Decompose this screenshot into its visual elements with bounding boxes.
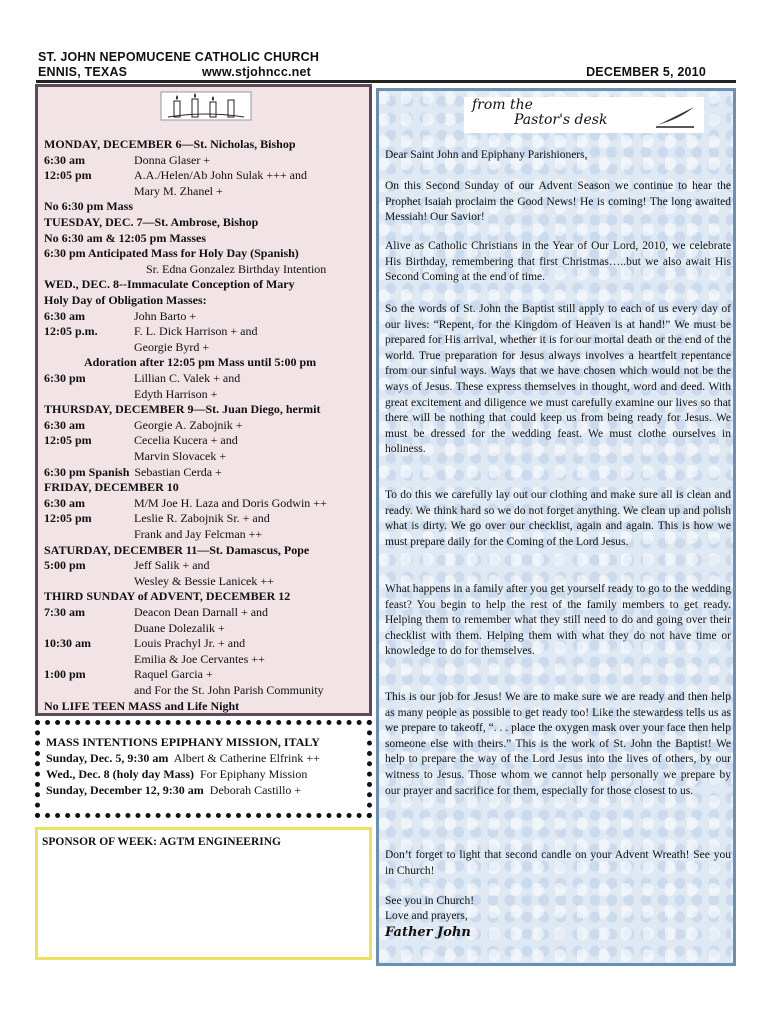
- schedule-line: [44, 683, 324, 698]
- schedule-intention: John Barto +: [134, 308, 197, 323]
- header-rule: [36, 80, 736, 83]
- schedule-intention: Donna Glaser +: [134, 152, 211, 167]
- mission-title: MASS INTENTIONS EPIPHANY MISSION, ITALY: [46, 735, 320, 749]
- schedule-heading: Adoration after 12:05 pm Mass until 5:00 pm: [84, 355, 317, 370]
- schedule-intention: Deacon Dean Darnall + and: [134, 605, 269, 619]
- schedule-line: [84, 355, 316, 370]
- schedule-line: [44, 153, 210, 168]
- schedule-line: [44, 480, 179, 495]
- schedule-line: [44, 309, 196, 324]
- schedule-line: [44, 340, 209, 355]
- schedule-time: 6:30 am: [44, 495, 85, 510]
- schedule-intention: Sr. Edna Gonzalez Birthday Intention: [146, 261, 327, 276]
- letter-closing: See you in Church!: [385, 895, 475, 907]
- schedule-intention: and For the St. John Parish Community: [134, 683, 324, 697]
- sponsor-box: [35, 827, 372, 960]
- schedule-intention: Mary M. Zhanel +: [134, 183, 223, 198]
- epiphany-mission-box: [35, 720, 372, 818]
- schedule-intention: Sebastian Cerda +: [134, 464, 222, 479]
- schedule-intention: Georgie A. Zabojnik +: [134, 417, 243, 432]
- schedule-time: 6:30 pm Spanish: [44, 464, 130, 479]
- mission-when: Sunday, December 12, 9:30 am: [46, 783, 204, 797]
- pastor-signature: Father John: [385, 925, 471, 940]
- letter-closing: Love and prayers,: [385, 910, 468, 922]
- schedule-line: [44, 605, 268, 620]
- letter-paragraph: To do this we carefully lay out our clothing and make sure all is clean and ready. We think hard so we do not forget anything. We clean up and polish what is dirty. We go over our checklist, again and again. This is how we must prepare daily for the Coming of the Lord Jesus.: [385, 489, 731, 548]
- schedule-intention: Leslie R. Zabojnik Sr. + and: [134, 511, 270, 526]
- church-name: ST. JOHN NEPOMUCENE CATHOLIC CHURCH: [38, 50, 320, 64]
- letter-paragraph: So the words of St. John the Baptist still apply to each of us every day of our lives: “Repent, for the Kingdom of Heaven is at hand!” We must be prepared for His arrival, whether it is for our mortal death or the end of the world. True preparation for Jesus always involves a heartfelt repentance from our sinful ways. Ways that we have chosen which would not be the ways of Jesus. These express themselves in thought, word and deed. With great excitement and diligence we must carefully examine our lives so that there will be nothing that could keep us from being ready for Jesus. We must be dressed for the wedding feast. We must clothe ourselves in holiness.: [385, 303, 731, 456]
- schedule-intention: Cecelia Kucera + and: [134, 433, 238, 448]
- mission-who: Deborah Castillo +: [209, 783, 302, 797]
- schedule-line: [44, 574, 274, 589]
- schedule-time: 10:30 am: [44, 636, 91, 651]
- schedule-line: [44, 527, 262, 542]
- schedule-time: 5:00 pm: [44, 558, 86, 573]
- schedule-intention: Marvin Slovacek +: [134, 449, 227, 463]
- church-website[interactable]: www.stjohncc.net: [202, 65, 311, 79]
- schedule-heading: No 6:30 pm Mass: [44, 199, 133, 214]
- schedule-line: [44, 652, 265, 667]
- schedule-line: [44, 433, 238, 448]
- schedule-heading: 6:30 pm Anticipated Mass for Holy Day (Spanish): [44, 246, 299, 261]
- pastor-banner: [464, 97, 704, 133]
- schedule-heading: WED., DEC. 8--Immaculate Conception of Mary: [44, 277, 295, 292]
- mission-when: Wed., Dec. 8 (holy day Mass): [46, 767, 194, 781]
- schedule-heading: No 6:30 am & 12:05 pm Masses: [44, 230, 206, 245]
- schedule-intention: Edyth Harrison +: [134, 386, 218, 401]
- schedule-line: [44, 418, 243, 433]
- schedule-intention: Duane Dolezalik +: [134, 620, 225, 635]
- schedule-intention: F. L. Dick Harrison + and: [134, 324, 258, 339]
- schedule-line: [44, 449, 226, 464]
- schedule-line: [44, 621, 225, 636]
- letter-paragraph: This is our job for Jesus! We are to make sure we are ready and then help as many people as possible to get ready too! Like the stewardess tells us as we prepare to takeoff, “. . . place the oxygen mask over your face then help someone else with theirs.” This is the work of St. John the Baptist! We help to prepare the way of the Lord Jesus into the lives of others, by our witness to Jesus. Those whom we cannot help personally we prepare by our prayer and sacrifice for them, especially for those closest to us.: [385, 691, 731, 797]
- schedule-line: [44, 667, 213, 682]
- mission-line: [46, 767, 307, 782]
- schedule-heading: Holy Day of Obligation Masses:: [44, 293, 207, 307]
- schedule-intention: A.A./Helen/Ab John Sulak +++ and: [134, 168, 307, 183]
- letter-paragraph: Don’t forget to light that second candle on your Advent Wreath! See you in Church!: [385, 849, 731, 877]
- schedule-line: [44, 324, 257, 339]
- schedule-intention: Raquel Garcia +: [134, 667, 213, 682]
- letter-paragraph: What happens in a family after you get yourself ready to go to the wedding feast? You begin to help the rest of the family members to get ready. Helping them to remember what they still need to do and going over their checklist with them. Helping them with what they do not have time or knowledge to do for themselves.: [385, 583, 731, 658]
- schedule-time: 6:30 am: [44, 152, 85, 167]
- schedule-time: 12:05 pm: [44, 511, 92, 526]
- schedule-line: [44, 496, 327, 511]
- mission-line: [46, 751, 320, 766]
- letter-greeting: Dear Saint John and Epiphany Parishioners,: [385, 149, 588, 161]
- schedule-intention: Frank and Jay Felcman ++: [134, 527, 263, 541]
- schedule-heading: SATURDAY, DECEMBER 11—St. Damascus, Pope: [44, 542, 310, 557]
- schedule-intention: Wesley & Bessie Lanicek ++: [134, 573, 274, 588]
- schedule-line: [44, 277, 295, 292]
- schedule-line: [44, 168, 307, 183]
- mission-who: Albert & Catherine Elfrink ++: [173, 751, 320, 765]
- mass-schedule-box: [35, 84, 372, 716]
- schedule-intention: Georgie Byrd +: [134, 339, 210, 354]
- schedule-time: 6:30 am: [44, 308, 85, 323]
- schedule-time: 12:05 p.m.: [44, 324, 98, 339]
- schedule-line: [44, 511, 270, 526]
- quill-pen-icon: [654, 103, 698, 129]
- schedule-line: [44, 699, 239, 714]
- letter-paragraph: Alive as Catholic Christians in the Year of Our Lord, 2010, we celebrate His Birthday, remembering that first Christmas…..but we also await His Second Coming at the end of time.: [385, 240, 731, 284]
- banner-line2: Pastor's desk: [514, 112, 608, 128]
- mission-line: [46, 783, 301, 798]
- schedule-line: [44, 215, 258, 230]
- schedule-intention: M/M Joe H. Laza and Doris Godwin ++: [134, 495, 327, 510]
- mission-who: For Epiphany Mission: [200, 767, 308, 781]
- schedule-intention: Jeff Salik + and: [134, 558, 210, 573]
- bulletin-date: DECEMBER 5, 2010: [586, 65, 706, 79]
- schedule-heading: FRIDAY, DECEMBER 10: [44, 480, 179, 495]
- sponsor-text: SPONSOR OF WEEK: AGTM ENGINEERING: [42, 836, 281, 848]
- schedule-line: [146, 262, 326, 277]
- schedule-heading: THIRD SUNDAY of ADVENT, DECEMBER 12: [44, 589, 291, 604]
- church-city: ENNIS, TEXAS: [38, 65, 128, 79]
- banner-line1: from the: [472, 97, 533, 113]
- schedule-line: [44, 137, 296, 152]
- schedule-time: 1:00 pm: [44, 667, 86, 682]
- schedule-line: [44, 465, 222, 480]
- schedule-time: 12:05 pm: [44, 433, 92, 448]
- schedule-line: [44, 387, 217, 402]
- schedule-line: [44, 543, 309, 558]
- schedule-heading: THURSDAY, DECEMBER 9—St. Juan Diego, hermit: [44, 402, 321, 417]
- schedule-line: [44, 293, 207, 308]
- schedule-time: 12:05 pm: [44, 168, 92, 183]
- schedule-heading: MONDAY, DECEMBER 6—St. Nicholas, Bishop: [44, 137, 296, 151]
- schedule-heading: TUESDAY, DEC. 7—St. Ambrose, Bishop: [44, 215, 259, 229]
- schedule-time: 6:30 pm: [44, 371, 86, 385]
- schedule-time: 7:30 am: [44, 605, 85, 619]
- schedule-line: [44, 636, 245, 651]
- candles-icon: [160, 91, 252, 121]
- schedule-intention: Emilia & Joe Cervantes ++: [134, 651, 265, 666]
- schedule-line: [44, 199, 133, 214]
- schedule-line: [44, 246, 299, 261]
- schedule-intention: Louis Prachyl Jr. + and: [134, 636, 246, 651]
- schedule-line: [44, 371, 240, 386]
- schedule-time: 6:30 am: [44, 417, 85, 432]
- schedule-line: [44, 558, 210, 573]
- letter-paragraph: On this Second Sunday of our Advent Season we continue to hear the Prophet Isaiah proclaim the Good News! He is coming! The long awaited Messiah! Our Savior!: [385, 180, 731, 224]
- schedule-line: [44, 184, 223, 199]
- pastor-letter-box: [376, 88, 736, 966]
- mission-when: Sunday, Dec. 5, 9:30 am: [46, 751, 169, 765]
- schedule-line: [44, 402, 320, 417]
- schedule-intention: Lillian C. Valek + and: [134, 371, 241, 385]
- schedule-heading: No LIFE TEEN MASS and Life Night: [44, 698, 240, 713]
- schedule-line: [44, 589, 290, 604]
- schedule-line: [44, 231, 206, 246]
